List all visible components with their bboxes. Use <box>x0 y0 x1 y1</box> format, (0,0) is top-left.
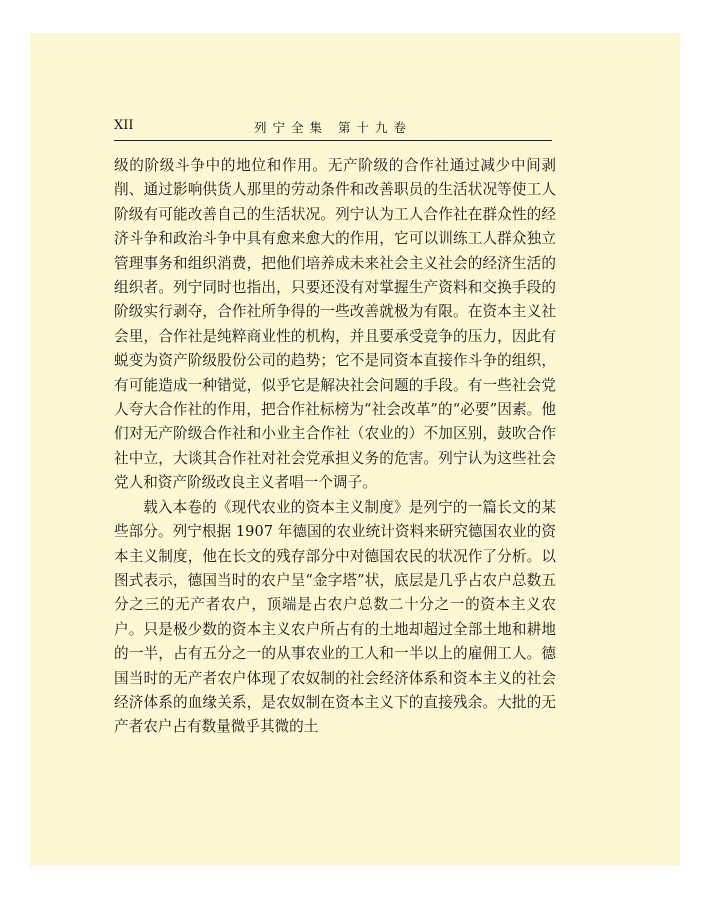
paragraph: 载入本卷的《现代农业的资本主义制度》是列宁的一篇长文的某些部分。列宁根据 1907 年德国的农业统计资料来研究德国农业的资本主义制度，他在长文的残存部分中对德国农民的状况作了分析。以图式表示，德国当时的农户呈“金字塔”状，底层是几乎占农户总数五分之三的无产者农户，顶端是占农户总数二十分之一的资本主义农户。只是极少数的资本主义农户所占有的土地却超过全部土地和耕地的一半，占有五分之一的从事农业的工人和一半以上的雇佣工人。德国当时的无产者农户体现了农奴制的社会经济体系和资本主义的社会经济体系的血缘关系，是农奴制在资本主义下的直接残余。大批的无产者农户占有数量微乎其微的土 <box>114 498 556 736</box>
paragraph-continued: 级的阶级斗争中的地位和作用。无产阶级的合作社通过减少中间剥削、通过影响供货人那里的劳动条件和改善职员的生活状况等使工人阶级有可能改善自己的生活状况。列宁认为工人合作社在群众性的经济斗争和政治斗争中具有愈来愈大的作用，它可以训练工人群众独立管理事务和组织消费，把他们培养成未来社会主义社会的经济生活的组织者。列宁同时也指出，只要还没有对掌握生产资料和交换手段的阶级实行剥夺，合作社所争得的一些改善就极为有限。在资本主义社会里，合作社是纯粹商业性的机构，并且要承受竞争的压力，因此有蜕变为资产阶级股份公司的趋势；它不是同资本直接作斗争的组织，有可能造成一种错觉，似乎它是解决社会问题的手段。有一些社会党人夸大合作社的作用，把合作社标榜为“社会改革”的“必要”因素。他们对无产阶级合作社和小业主合作社（农业的）不加区别，鼓吹合作社中立，大谈其合作社对社会党承担义务的危害。列宁认为这些社会党人和资产阶级改良主义者唱一个调子。 <box>114 157 556 492</box>
page-number: XII <box>114 118 134 133</box>
page-header <box>114 118 552 140</box>
running-title: 列宁全集 第十九卷 <box>254 120 412 135</box>
header-rule <box>114 140 552 141</box>
body-text <box>114 154 556 740</box>
